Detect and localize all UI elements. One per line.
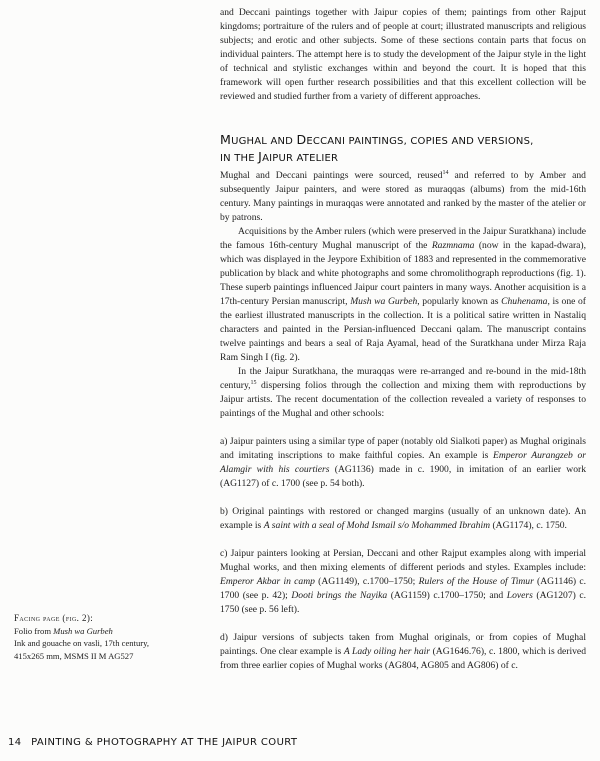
paragraph-acquisitions: Acquisitions by the Amber rulers (which were preserved in the Jaipur Suratkhana) include the famous 16th-century Mughal manuscript of the Razmnama (now in the kapad-dwara), which was displayed in the Jeypore Exhibition of 1883 and represented in the commemorative publication by black and white photographs and some chromolithograph reproductions (fig. 1). These superb paintings influenced Jaipur court painters in many ways. Another acquisition is a 17th-century Persian manuscript, Mush wa Gurbeh, popularly known as Chuhenama, is one of the earliest illustrated manuscripts in the collection. It is a political satire written in Nastaliq characters and painted in the Persian-influenced Deccani qalam. The manuscript contains twelve paintings and bears a seal of Raja Ayamal, head of the Suratkhana under Mirza Raja Ram Singh I (fig. 2).: [220, 226, 587, 363]
paragraph-sources: Mughal and Deccani paintings were sourced, reused$^{14}$ and referred to by Amber and subsequently Jaipur painters, and were stored as muraqqas (albums) from the mid-16th century. Many paintings in muraqqas were annotated and ranked by the master of the atelier or by patrons.: [220, 169, 586, 223]
caption-line-2: Ink and gouache on vasli, 17th century,: [14, 638, 149, 648]
figure-caption: [14, 612, 194, 662]
footnote-ref-14: 14: [442, 169, 449, 176]
heading-line-1: MUGHAL AND DECCANI PAINTINGS, COPIES AND VERSIONS,: [220, 132, 534, 147]
page-number: 14: [8, 737, 22, 748]
caption-lead: Facing page (fig. 2):: [14, 613, 94, 623]
list-item-a: a) Jaipur painters using a similar type of paper (notably old Sialkoti paper) as Mughal originals and imitating inscriptions to make faithful copies. An example is Emperor Aurangzeb or Alamgir with his courtiers (AG1136) made in c. 1900, in imitation of an earlier work (AG1127) of c. 1700 (see p. 54 both).: [220, 436, 586, 489]
footnote-ref-15: 15: [250, 379, 257, 386]
list-item-c: c) Jaipur painters looking at Persian, Deccani and other Rajput examples along with imperial Mughal works, and then mixing elements of different periods and styles. Examples include: Emperor Akbar in camp (AG1149), c.1700–1750; Rulers of the House of Timur (AG1146) c. 1700 (see p. 42); Dooti brings the Nayika (AG1159) c.1700–1750; and Lovers (AG1207) c. 1750 (see p. 56 left).: [220, 548, 587, 615]
caption-line-1: Folio from Mush wa Gurbeh: [14, 625, 113, 636]
running-title: PAINTING & PHOTOGRAPHY AT THE JAIPUR COURT: [31, 737, 298, 748]
list-item-b: b) Original paintings with restored or changed margins (usually of an unknown date). An example is A saint with a seal of Mohd Ismail s/o Mohammed Ibrahim (AG1174), c. 1750.: [220, 506, 586, 531]
caption-line-3: 415x265 mm, MSMS II M AG527: [14, 650, 134, 661]
section-heading: [220, 132, 586, 166]
heading-line-2: IN THE JAIPUR ATELIER: [220, 149, 339, 164]
main-text-column: [220, 6, 586, 673]
list-item-d: d) Jaipur versions of subjects taken from Mughal originals, or from copies of Mughal paintings. One clear example is A Lady oiling her hair (AG1646.76), c. 1800, which is derived from three earlier copies of Mughal works (AG804, AG805 and AG806) of c.: [220, 632, 586, 671]
page-footer: [8, 737, 297, 748]
intro-paragraph: and Deccani paintings together with Jaipur copies of them; paintings from other Rajput kingdoms; portraiture of the rulers and of people at court; illustrated manuscripts and religious subjects; and erotic and other subjects. Some of these sections contain parts that focus on individual painters. The attempt here is to study the development of the Jaipur style in the light of technical and stylistic exchanges within and beyond the court. It is hoped that this framework will open further research possibilities and that this excellent collection will be reviewed and studied further from a variety of different approaches.: [220, 7, 586, 102]
paragraph-suratkhana: In the Jaipur Suratkhana, the muraqqas were re-arranged and re-bound in the mid-18th century,$^{15}$ dispersing folios through the collection and mixing them with reproductions by Jaipur artists. The recent documentation of the collection revealed a variety of responses to paintings of the Mughal and other schools:: [220, 366, 586, 419]
